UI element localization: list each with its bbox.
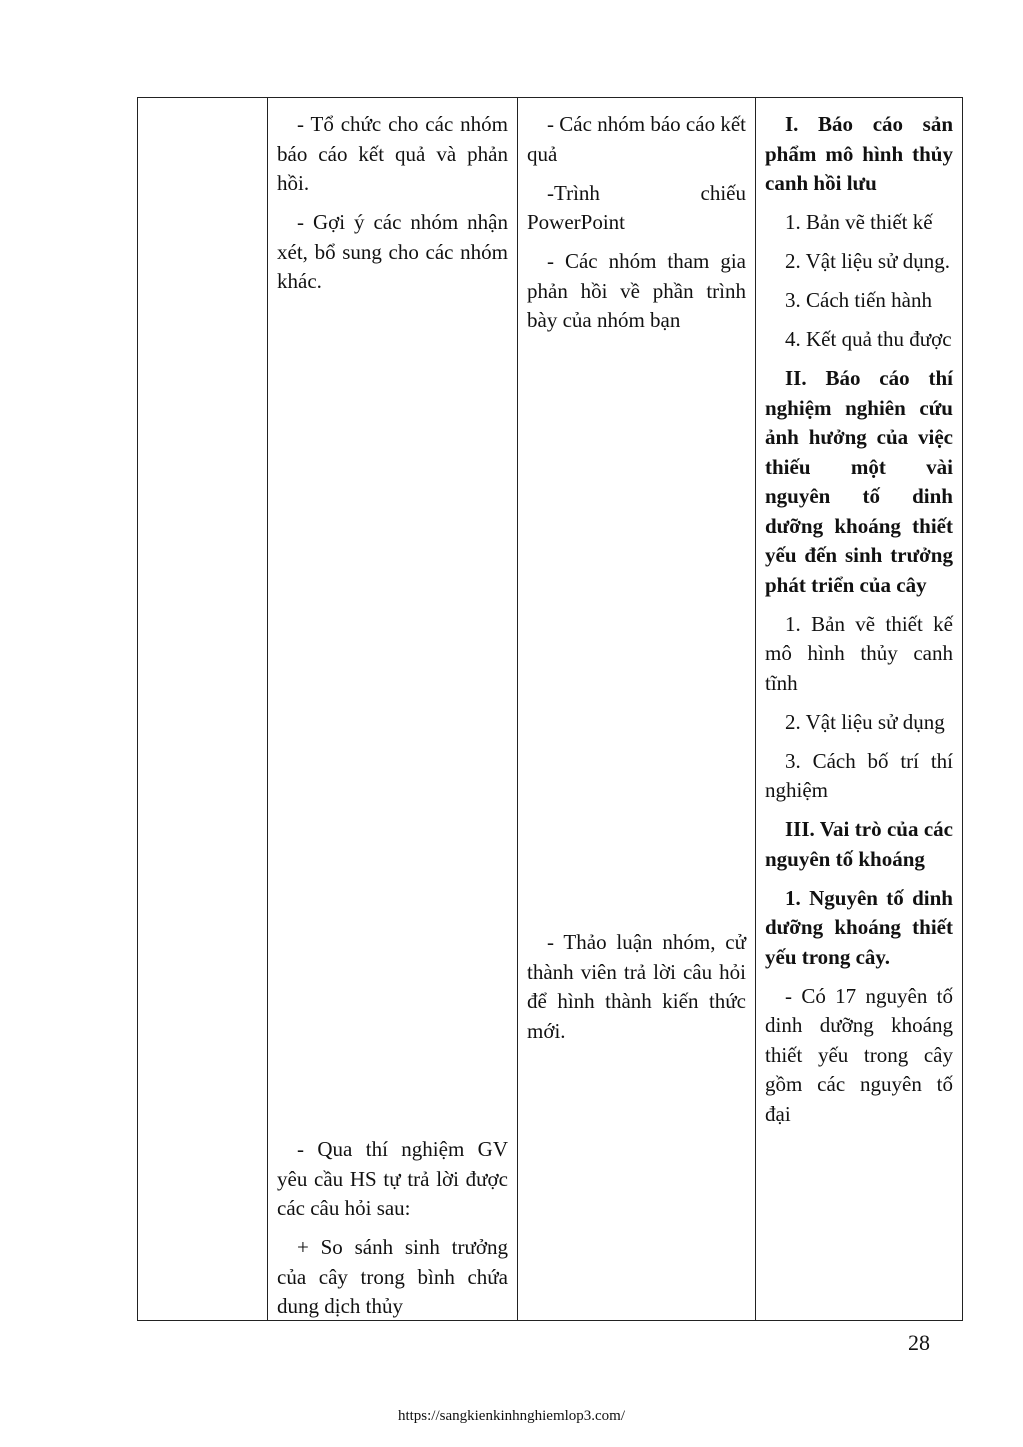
content-item: - Có 17 nguyên tố dinh dưỡng khoáng thiết yếu trong cây gồm các nguyên tố đại bbox=[765, 983, 953, 1126]
teacher-activity-text: - Qua thí nghiệm GV yêu cầu HS tự trả lời được các câu hỏi sau: bbox=[277, 1137, 508, 1220]
content-item: 1. Bản vẽ thiết kế mô hình thủy canh tĩnh bbox=[765, 611, 953, 695]
teacher-activity-cell bbox=[277, 110, 508, 297]
page-number: 28 bbox=[908, 1330, 930, 1355]
section-heading: I. Báo cáo sản phẩm mô hình thủy canh hồi lưu bbox=[765, 112, 953, 195]
content-item: 4. Kết quả thu được bbox=[785, 327, 952, 351]
footer-url[interactable]: https://sangkienkinhnghiemlop3.com/ bbox=[397, 1408, 626, 1424]
column-divider bbox=[267, 97, 268, 1321]
column-divider bbox=[517, 97, 518, 1321]
student-activity-cell bbox=[527, 110, 746, 336]
section-heading: II. Báo cáo thí nghiệm nghiên cứu ảnh hưởng của việc thiếu một vài nguyên tố dinh dưỡng khoáng thiết yếu đến sinh trưởng phát triển của cây bbox=[765, 366, 953, 597]
student-activity-text: - Thảo luận nhóm, cử thành viên trả lời câu hỏi để hình thành kiến thức mới. bbox=[527, 930, 746, 1043]
content-item: 3. Cách tiến hành bbox=[785, 288, 932, 312]
content-item: 2. Vật liệu sử dụng bbox=[785, 709, 945, 734]
subsection-heading: 1. Nguyên tố dinh dưỡng khoáng thiết yếu trong cây. bbox=[765, 885, 953, 969]
teacher-activity-text: + So sánh sinh trưởng của cây trong bình chứa dung dịch thủy bbox=[277, 1235, 508, 1318]
column-divider bbox=[755, 97, 756, 1321]
student-activity-text: - Các nhóm tham gia phản hồi về phần trình bày của nhóm bạn bbox=[527, 249, 746, 332]
section-heading: III. Vai trò của các nguyên tố khoáng bbox=[765, 817, 953, 871]
content-cell bbox=[765, 110, 953, 1129]
student-discussion-cell bbox=[527, 928, 746, 1046]
teacher-question-cell bbox=[277, 1135, 508, 1322]
teacher-activity-text: - Gợi ý các nhóm nhận xét, bổ sung cho các nhóm khác. bbox=[277, 210, 508, 293]
content-item: 2. Vật liệu sử dụng. bbox=[785, 249, 950, 273]
teacher-activity-text: - Tổ chức cho các nhóm báo cáo kết quả và phản hồi. bbox=[277, 112, 508, 195]
content-item: 3. Cách bố trí thí nghiệm bbox=[765, 748, 953, 802]
student-activity-text: -Trình chiếu PowerPoint bbox=[527, 180, 746, 234]
student-activity-text: - Các nhóm báo cáo kết quả bbox=[527, 112, 746, 166]
content-item: 1. Bản vẽ thiết kế bbox=[785, 210, 933, 234]
